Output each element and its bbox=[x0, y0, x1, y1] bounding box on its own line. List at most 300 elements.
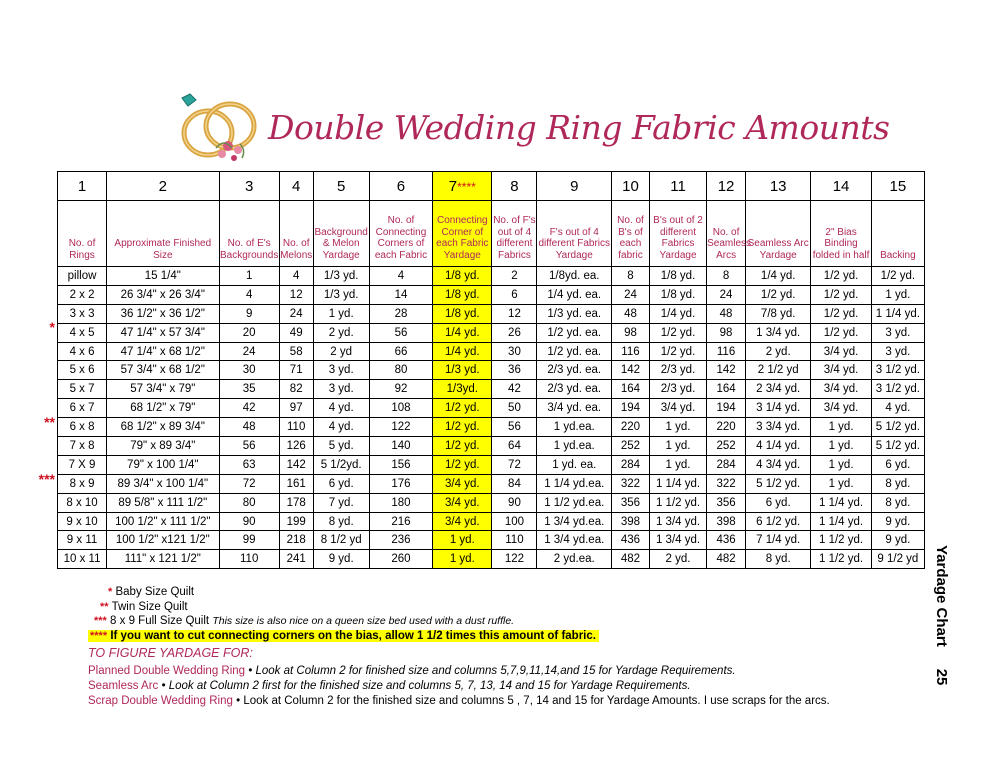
table-cell: 220 bbox=[707, 418, 746, 437]
column-header: No. of B's of each fabric bbox=[612, 201, 650, 267]
table-cell: 3/4 yd. bbox=[433, 512, 492, 531]
table-cell: 1/8 yd. bbox=[649, 285, 706, 304]
table-cell: 1/4 yd. bbox=[649, 304, 706, 323]
table-cell: 1/8 yd. bbox=[433, 304, 492, 323]
table-row bbox=[58, 493, 925, 512]
table-cell: 284 bbox=[612, 455, 650, 474]
table-cell: 1 3/4 yd.ea. bbox=[537, 531, 612, 550]
table-cell: 1/2 yd. bbox=[745, 285, 810, 304]
method-planned bbox=[88, 664, 830, 679]
table-cell: 9 1/2 yd bbox=[871, 550, 924, 569]
table-cell: 30 bbox=[219, 361, 279, 380]
table-cell: 1/3yd. bbox=[433, 380, 492, 399]
table-cell: 5 x 7 bbox=[58, 380, 107, 399]
column-header: Seamless Arc Yardage bbox=[745, 201, 810, 267]
column-header-row bbox=[58, 201, 925, 267]
table-cell: 356 bbox=[707, 493, 746, 512]
table-cell: 8 x 9 bbox=[58, 474, 107, 493]
table-cell: 322 bbox=[612, 474, 650, 493]
table-cell: 5 x 6 bbox=[58, 361, 107, 380]
table-cell: 3/4 yd. bbox=[811, 380, 871, 399]
table-cell: 2/3 yd. bbox=[649, 361, 706, 380]
table-cell: 1 1/4 yd. bbox=[649, 474, 706, 493]
table-cell: 9 x 11 bbox=[58, 531, 107, 550]
table-cell: 9 bbox=[219, 304, 279, 323]
table-cell: 1 1/4 yd.ea. bbox=[537, 474, 612, 493]
table-cell: 8 bbox=[707, 267, 746, 286]
table-cell: 1/8yd. ea. bbox=[537, 267, 612, 286]
table-cell: 5 yd. bbox=[313, 437, 369, 456]
table-cell: 63 bbox=[219, 455, 279, 474]
table-cell: 116 bbox=[707, 342, 746, 361]
table-row bbox=[58, 342, 925, 361]
column-number: 2 bbox=[107, 172, 219, 201]
table-cell: 98 bbox=[707, 323, 746, 342]
table-cell: 4 3/4 yd. bbox=[745, 455, 810, 474]
table-cell: 5 1/2 yd. bbox=[745, 474, 810, 493]
table-cell: 1/2 yd. bbox=[811, 267, 871, 286]
table-cell: 20 bbox=[219, 323, 279, 342]
table-cell: 8 yd. bbox=[871, 493, 924, 512]
table-cell: 42 bbox=[492, 380, 537, 399]
table-row bbox=[58, 361, 925, 380]
table-cell: 4 bbox=[219, 285, 279, 304]
footnotes bbox=[90, 585, 599, 643]
table-cell: 1/8 yd. bbox=[649, 267, 706, 286]
column-header: No. of F's out of 4 different Fabrics bbox=[492, 201, 537, 267]
table-cell: 50 bbox=[492, 399, 537, 418]
table-cell: 8 1/2 yd bbox=[313, 531, 369, 550]
table-cell: 89 5/8" x 111 1/2" bbox=[107, 493, 219, 512]
table-cell: 8 yd. bbox=[745, 550, 810, 569]
table-cell: 164 bbox=[612, 380, 650, 399]
table-cell: 194 bbox=[612, 399, 650, 418]
table-row bbox=[58, 531, 925, 550]
table-cell: 122 bbox=[492, 550, 537, 569]
method-label: Seamless Arc bbox=[88, 680, 159, 692]
table-cell: 6 1/2 yd. bbox=[745, 512, 810, 531]
table-cell: 116 bbox=[612, 342, 650, 361]
table-cell: 42 bbox=[219, 399, 279, 418]
table-cell: 1 1/2 yd. bbox=[649, 493, 706, 512]
table-cell: 1 yd. bbox=[871, 285, 924, 304]
table-cell: 90 bbox=[492, 493, 537, 512]
table-row bbox=[58, 474, 925, 493]
table-cell: 3 yd. bbox=[871, 342, 924, 361]
table-cell: 89 3/4" x 100 1/4" bbox=[107, 474, 219, 493]
column-header: Approximate Finished Size bbox=[107, 201, 219, 267]
table-cell: 4 1/4 yd. bbox=[745, 437, 810, 456]
table-cell: 3/4 yd. bbox=[811, 399, 871, 418]
table-cell: 4 bbox=[369, 267, 432, 286]
table-cell: 2 yd bbox=[313, 342, 369, 361]
figure-yardage-heading: TO FIGURE YARDAGE FOR: bbox=[88, 646, 253, 660]
table-cell: 99 bbox=[219, 531, 279, 550]
table-cell: 26 3/4" x 26 3/4" bbox=[107, 285, 219, 304]
table-cell: 56 bbox=[492, 418, 537, 437]
column-number: 12 bbox=[707, 172, 746, 201]
method-text: • Look at Column 2 for the finished size and columns 5 , 7, 14 and 15 for Yardage Amounts. I use scraps for the arcs. bbox=[232, 695, 830, 707]
table-cell: 1/2 yd. bbox=[649, 342, 706, 361]
table-cell: 84 bbox=[492, 474, 537, 493]
table-cell: 1 3/4 yd. bbox=[649, 512, 706, 531]
table-cell: 1/2 yd. bbox=[871, 267, 924, 286]
table-cell: 58 bbox=[279, 342, 313, 361]
table-cell: 56 bbox=[219, 437, 279, 456]
table-cell: 9 yd. bbox=[871, 512, 924, 531]
table-cell: 82 bbox=[279, 380, 313, 399]
yardage-methods bbox=[88, 664, 830, 709]
table-cell: 1 3/4 yd. bbox=[649, 531, 706, 550]
column-header: No. of E's Backgrounds bbox=[219, 201, 279, 267]
table-cell: 1 1/4 yd. bbox=[811, 512, 871, 531]
table-cell: 142 bbox=[612, 361, 650, 380]
table-cell: 3/4 yd. bbox=[811, 342, 871, 361]
column-number-row bbox=[58, 172, 925, 201]
table-cell: 1 yd. bbox=[811, 437, 871, 456]
method-seamless bbox=[88, 679, 830, 694]
table-cell: 3/4 yd. bbox=[649, 399, 706, 418]
footnote-twin bbox=[100, 600, 599, 615]
table-cell: 36 1/2" x 36 1/2" bbox=[107, 304, 219, 323]
table-cell: 6 yd. bbox=[313, 474, 369, 493]
table-cell: 1/2 yd. bbox=[811, 323, 871, 342]
table-cell: 142 bbox=[707, 361, 746, 380]
table-cell: 482 bbox=[707, 550, 746, 569]
table-cell: 142 bbox=[279, 455, 313, 474]
footnote-bias bbox=[88, 629, 599, 644]
table-cell: 1 1/4 yd. bbox=[871, 304, 924, 323]
table-cell: 47 1/4" x 57 3/4" bbox=[107, 323, 219, 342]
table-cell: 2 3/4 yd. bbox=[745, 380, 810, 399]
table-cell: 3 yd. bbox=[313, 361, 369, 380]
table-cell: 7 x 8 bbox=[58, 437, 107, 456]
table-cell: 14 bbox=[369, 285, 432, 304]
table-cell: 1 yd. bbox=[433, 531, 492, 550]
table-cell: 1/4 yd. bbox=[745, 267, 810, 286]
column-header: No. of Connecting Corners of each Fabric bbox=[369, 201, 432, 267]
table-cell: 7 X 9 bbox=[58, 455, 107, 474]
table-cell: 2 yd. bbox=[745, 342, 810, 361]
table-cell: 178 bbox=[279, 493, 313, 512]
table-cell: 1 yd. bbox=[313, 304, 369, 323]
table-cell: 2 x 2 bbox=[58, 285, 107, 304]
table-cell: 7 yd. bbox=[313, 493, 369, 512]
table-cell: 9 x 10 bbox=[58, 512, 107, 531]
table-cell: 1 yd. bbox=[811, 418, 871, 437]
column-number: 10 bbox=[612, 172, 650, 201]
table-cell: 1 3/4 yd.ea. bbox=[537, 512, 612, 531]
side-label: Yardage Chart bbox=[933, 545, 950, 647]
size-marker: *** bbox=[38, 471, 55, 487]
table-cell: 1/3 yd. ea. bbox=[537, 304, 612, 323]
table-cell: 2 yd. bbox=[649, 550, 706, 569]
table-cell: 1 1/2 yd.ea. bbox=[537, 493, 612, 512]
table-row bbox=[58, 437, 925, 456]
table-cell: 2/3 yd. ea. bbox=[537, 361, 612, 380]
table-cell: 35 bbox=[219, 380, 279, 399]
table-cell: 48 bbox=[219, 418, 279, 437]
table-cell: 4 x 6 bbox=[58, 342, 107, 361]
table-cell: 156 bbox=[369, 455, 432, 474]
table-cell: 110 bbox=[219, 550, 279, 569]
table-cell: 2 yd. bbox=[313, 323, 369, 342]
table-cell: 8 x 10 bbox=[58, 493, 107, 512]
column-number: 9 bbox=[537, 172, 612, 201]
table-cell: 97 bbox=[279, 399, 313, 418]
table-cell: 1/2 yd. bbox=[433, 418, 492, 437]
table-cell: 6 bbox=[492, 285, 537, 304]
footnote-text: 8 x 9 Full Size Quilt bbox=[110, 615, 210, 627]
table-cell: 79" x 89 3/4" bbox=[107, 437, 219, 456]
column-number: 3 bbox=[219, 172, 279, 201]
table-cell: 241 bbox=[279, 550, 313, 569]
table-cell: 110 bbox=[492, 531, 537, 550]
table-cell: 108 bbox=[369, 399, 432, 418]
footnote-mark: *** bbox=[94, 615, 107, 627]
table-cell: 36 bbox=[492, 361, 537, 380]
table-cell: 3/4 yd. ea. bbox=[537, 399, 612, 418]
table-cell: 10 x 11 bbox=[58, 550, 107, 569]
table-cell: 1/3 yd. bbox=[313, 267, 369, 286]
table-cell: 236 bbox=[369, 531, 432, 550]
table-cell: 482 bbox=[612, 550, 650, 569]
table-cell: 1 yd.ea. bbox=[537, 418, 612, 437]
table-cell: 1 1/2 yd. bbox=[811, 531, 871, 550]
table-cell: 100 1/2" x 111 1/2" bbox=[107, 512, 219, 531]
table-cell: 3/4 yd. bbox=[433, 474, 492, 493]
table-cell: 12 bbox=[279, 285, 313, 304]
table-cell: 1/2 yd. bbox=[433, 455, 492, 474]
table-cell: 194 bbox=[707, 399, 746, 418]
table-cell: 216 bbox=[369, 512, 432, 531]
table-cell: 180 bbox=[369, 493, 432, 512]
table-cell: 164 bbox=[707, 380, 746, 399]
table-cell: 2 1/2 yd bbox=[745, 361, 810, 380]
table-row bbox=[58, 304, 925, 323]
table-cell: 220 bbox=[612, 418, 650, 437]
column-number: 4 bbox=[279, 172, 313, 201]
table-cell: 8 yd. bbox=[313, 512, 369, 531]
table-cell: 1/8 yd. bbox=[433, 267, 492, 286]
table-cell: 7/8 yd. bbox=[745, 304, 810, 323]
table-cell: 100 bbox=[492, 512, 537, 531]
side-running-header bbox=[933, 545, 950, 685]
table-cell: 6 yd. bbox=[745, 493, 810, 512]
table-row bbox=[58, 418, 925, 437]
table-cell: 1 yd. bbox=[649, 418, 706, 437]
table-cell: 3 yd. bbox=[313, 380, 369, 399]
yardage-table bbox=[57, 171, 925, 569]
table-cell: 1 yd. bbox=[811, 474, 871, 493]
table-cell: 1/4 yd. ea. bbox=[537, 285, 612, 304]
table-cell: 98 bbox=[612, 323, 650, 342]
table-cell: pillow bbox=[58, 267, 107, 286]
table-cell: 1/8 yd. bbox=[433, 285, 492, 304]
column-number: 15 bbox=[871, 172, 924, 201]
method-text: • Look at Column 2 first for the finished size and columns 5, 7, 13, 14 and 15 for Yardage Requirements. bbox=[158, 680, 691, 692]
column-header: B's out of 2 different Fabrics Yardage bbox=[649, 201, 706, 267]
table-row bbox=[58, 267, 925, 286]
footnote-extra: This size is also nice on a queen size bed used with a dust ruffle. bbox=[212, 615, 515, 627]
table-cell: 4 x 5 bbox=[58, 323, 107, 342]
table-cell: 2/3 yd. bbox=[649, 380, 706, 399]
table-cell: 3 3/4 yd. bbox=[745, 418, 810, 437]
column-number: 6 bbox=[369, 172, 432, 201]
table-cell: 398 bbox=[707, 512, 746, 531]
table-cell: 199 bbox=[279, 512, 313, 531]
table-cell: 1/4 yd. bbox=[433, 323, 492, 342]
footnote-mark: **** bbox=[90, 629, 108, 642]
table-cell: 24 bbox=[219, 342, 279, 361]
table-cell: 7 1/4 yd. bbox=[745, 531, 810, 550]
table-cell: 161 bbox=[279, 474, 313, 493]
table-cell: 100 1/2" x121 1/2" bbox=[107, 531, 219, 550]
table-row bbox=[58, 455, 925, 474]
table-cell: 1/2 yd. bbox=[433, 399, 492, 418]
table-cell: 122 bbox=[369, 418, 432, 437]
table-cell: 8 yd. bbox=[871, 474, 924, 493]
table-cell: 1 3/4 yd. bbox=[745, 323, 810, 342]
table-row bbox=[58, 285, 925, 304]
table-cell: 1 bbox=[219, 267, 279, 286]
column-header: No. of Rings bbox=[58, 201, 107, 267]
footnote-text: Twin Size Quilt bbox=[111, 600, 188, 613]
table-cell: 4 yd. bbox=[313, 399, 369, 418]
table-cell: 47 1/4" x 68 1/2" bbox=[107, 342, 219, 361]
table-cell: 26 bbox=[492, 323, 537, 342]
table-row bbox=[58, 323, 925, 342]
table-cell: 80 bbox=[219, 493, 279, 512]
table-cell: 3/4 yd. bbox=[811, 361, 871, 380]
table-cell: 80 bbox=[369, 361, 432, 380]
footnote-full bbox=[94, 614, 599, 629]
table-row bbox=[58, 512, 925, 531]
table-cell: 1 yd. ea. bbox=[537, 455, 612, 474]
table-row bbox=[58, 550, 925, 569]
table-cell: 1/2 yd. bbox=[649, 323, 706, 342]
column-header: Connecting Corner of each Fabric Yardage bbox=[433, 201, 492, 267]
column-number: 5 bbox=[313, 172, 369, 201]
table-cell: 5 1/2 yd. bbox=[871, 437, 924, 456]
table-cell: 2 bbox=[492, 267, 537, 286]
table-cell: 3 1/2 yd. bbox=[871, 380, 924, 399]
table-cell: 6 yd. bbox=[871, 455, 924, 474]
table-cell: 1 1/4 yd. bbox=[811, 493, 871, 512]
table-cell: 64 bbox=[492, 437, 537, 456]
table-cell: 252 bbox=[707, 437, 746, 456]
table-cell: 6 x 8 bbox=[58, 418, 107, 437]
table-cell: 66 bbox=[369, 342, 432, 361]
table-cell: 15 1/4" bbox=[107, 267, 219, 286]
table-cell: 3 yd. bbox=[871, 323, 924, 342]
table-cell: 72 bbox=[492, 455, 537, 474]
table-cell: 1/2 yd. bbox=[811, 304, 871, 323]
column-header: Backing bbox=[871, 201, 924, 267]
table-cell: 1/2 yd. bbox=[811, 285, 871, 304]
column-number: 8 bbox=[492, 172, 537, 201]
table-cell: 48 bbox=[612, 304, 650, 323]
table-cell: 57 3/4" x 79" bbox=[107, 380, 219, 399]
method-label: Scrap Double Wedding Ring bbox=[88, 695, 233, 707]
table-row bbox=[58, 380, 925, 399]
table-cell: 56 bbox=[369, 323, 432, 342]
table-cell: 3 x 3 bbox=[58, 304, 107, 323]
table-cell: 1 yd.ea. bbox=[537, 437, 612, 456]
table-cell: 5 1/2 yd. bbox=[871, 418, 924, 437]
table-cell: 110 bbox=[279, 418, 313, 437]
table-cell: 24 bbox=[612, 285, 650, 304]
table-cell: 2/3 yd. ea. bbox=[537, 380, 612, 399]
table-cell: 398 bbox=[612, 512, 650, 531]
page-title: Double Wedding Ring Fabric Amounts bbox=[268, 108, 890, 147]
table-cell: 1/2 yd. bbox=[433, 437, 492, 456]
table-cell: 71 bbox=[279, 361, 313, 380]
table-cell: 72 bbox=[219, 474, 279, 493]
column-number: 7**** bbox=[433, 172, 492, 201]
table-cell: 3 1/4 yd. bbox=[745, 399, 810, 418]
footnote-baby bbox=[108, 585, 599, 600]
footnote-text: If you want to cut connecting corners on the bias, allow 1 1/2 times this amount of fabric. bbox=[110, 629, 596, 642]
table-cell: 12 bbox=[492, 304, 537, 323]
table-cell: 2 yd.ea. bbox=[537, 550, 612, 569]
table-cell: 24 bbox=[707, 285, 746, 304]
column-number: 14 bbox=[811, 172, 871, 201]
table-cell: 1/2 yd. ea. bbox=[537, 323, 612, 342]
column-number: 11 bbox=[649, 172, 706, 201]
table-cell: 8 bbox=[612, 267, 650, 286]
table-cell: 1/4 yd. bbox=[433, 342, 492, 361]
column-number: 1 bbox=[58, 172, 107, 201]
table-cell: 260 bbox=[369, 550, 432, 569]
table-cell: 3/4 yd. bbox=[433, 493, 492, 512]
wedding-rings-logo bbox=[168, 88, 278, 168]
table-cell: 1 yd. bbox=[433, 550, 492, 569]
table-cell: 218 bbox=[279, 531, 313, 550]
table-cell: 68 1/2" x 89 3/4" bbox=[107, 418, 219, 437]
table-cell: 68 1/2" x 79" bbox=[107, 399, 219, 418]
table-cell: 1 yd. bbox=[811, 455, 871, 474]
table-cell: 111" x 121 1/2" bbox=[107, 550, 219, 569]
table-row bbox=[58, 399, 925, 418]
table-cell: 4 bbox=[279, 267, 313, 286]
method-scrap bbox=[88, 694, 830, 709]
method-label: Planned Double Wedding Ring bbox=[88, 665, 246, 677]
table-cell: 6 x 7 bbox=[58, 399, 107, 418]
table-cell: 48 bbox=[707, 304, 746, 323]
table-cell: 4 yd. bbox=[313, 418, 369, 437]
table-cell: 436 bbox=[612, 531, 650, 550]
table-cell: 1 yd. bbox=[649, 437, 706, 456]
table-cell: 356 bbox=[612, 493, 650, 512]
table-cell: 24 bbox=[279, 304, 313, 323]
table-cell: 9 yd. bbox=[871, 531, 924, 550]
table-cell: 30 bbox=[492, 342, 537, 361]
table-cell: 1 yd. bbox=[649, 455, 706, 474]
column-header: F's out of 4 different Fabrics Yardage bbox=[537, 201, 612, 267]
table-cell: 5 1/2yd. bbox=[313, 455, 369, 474]
table-cell: 90 bbox=[219, 512, 279, 531]
table-cell: 322 bbox=[707, 474, 746, 493]
table-cell: 1/3 yd. bbox=[433, 361, 492, 380]
column-header: Background & Melon Yardage bbox=[313, 201, 369, 267]
size-marker: ** bbox=[44, 414, 55, 430]
column-number: 13 bbox=[745, 172, 810, 201]
table-cell: 126 bbox=[279, 437, 313, 456]
table-cell: 28 bbox=[369, 304, 432, 323]
table-cell: 1 1/2 yd. bbox=[811, 550, 871, 569]
table-cell: 1/3 yd. bbox=[313, 285, 369, 304]
